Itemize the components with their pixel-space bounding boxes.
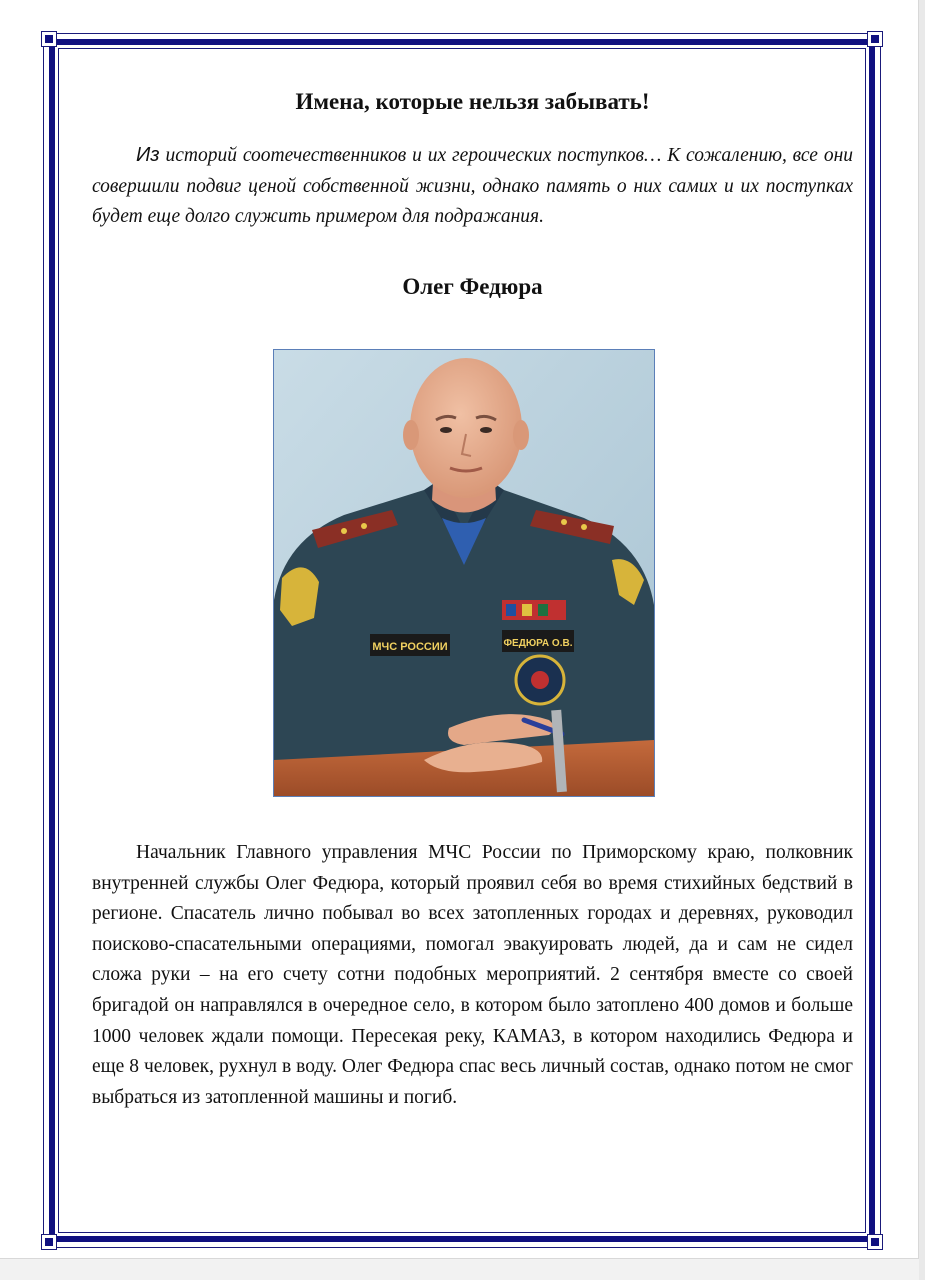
document-title: Имена, которые нельзя забывать! bbox=[295, 89, 650, 114]
portrait-illustration bbox=[274, 350, 654, 796]
frame-corner-ornament bbox=[41, 1234, 57, 1250]
intro-text: историй соотечественников и их героических поступков… К сожалению, все они совершили подвиг ценой собственной жизни, однако память о них самих и их поступках будет еще долго служить примером для подражания. bbox=[92, 145, 853, 227]
person-name-heading: Олег Федюра bbox=[402, 273, 543, 299]
portrait-photo bbox=[273, 349, 655, 797]
biography-paragraph: Начальник Главного управления МЧС России по Приморскому краю, полковник внутренней службы Олег Федюра, который проявил себя во время стихийных бедствий в регионе. Спасатель лично побывал во всех затопленных городах и деревнях, руководил поисково-спасательными операциями, помогал эвакуировать людей, да и сам не сидел сложа руки – на его счету сотни подобных мероприятий. 2 сентября вместе со своей бригадой он направлялся в очередное село, в котором было затоплено 400 домов и больше 1000 человек ждали помощи. Пересекая реку, КАМАЗ, в котором находились Федюра и еще 8 человек, рухнул в воду. Олег Федюра спас весь личный состав, однако потом не смог выбраться из затопленной машины и погиб. bbox=[92, 842, 853, 1108]
frame-corner-ornament bbox=[41, 31, 57, 47]
intro-lead-word: Из bbox=[136, 144, 160, 166]
document-content bbox=[92, 82, 853, 1108]
frame-corner-ornament bbox=[867, 1234, 883, 1250]
patch-left-text: МЧС РОССИИ bbox=[372, 641, 448, 653]
frame-corner-ornament bbox=[867, 31, 883, 47]
viewer-margin bbox=[919, 0, 925, 1280]
intro-paragraph bbox=[92, 140, 853, 233]
patch-right-text: ФЕДЮРА О.В. bbox=[503, 638, 573, 649]
